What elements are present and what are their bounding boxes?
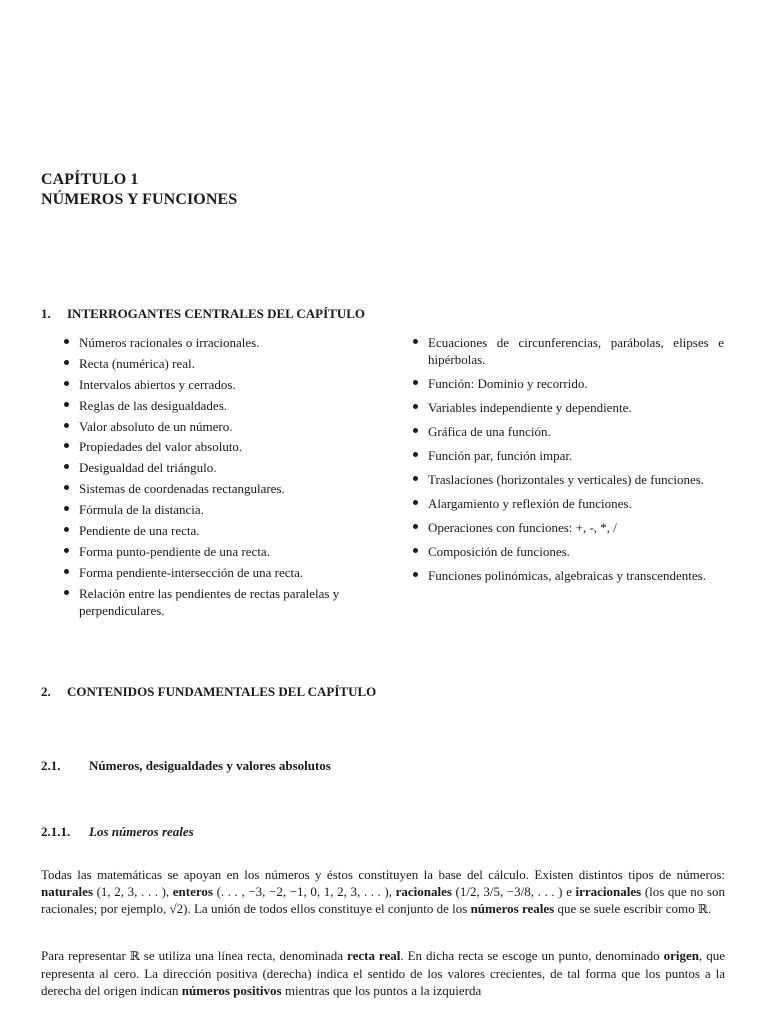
list-item-text: Números racionales o irracionales. [79, 335, 260, 350]
term-recta-real: recta real [347, 948, 401, 963]
text-run: (. . . , −3, −2, −1, 0, 1, 2, 3, . . . ), [212, 884, 396, 899]
bullet-icon [64, 527, 69, 532]
text-run: (1, 2, 3, . . . ), [93, 884, 173, 899]
list-item-text: Fórmula de la distancia. [79, 502, 204, 518]
list-item [412, 447, 724, 464]
list-item-text: Función: Dominio y recorrido. [428, 376, 588, 391]
bullet-icon [413, 380, 418, 385]
bullet-icon [413, 524, 418, 529]
term-numeros-positivos: números positivos [181, 983, 282, 998]
list-item [412, 495, 724, 512]
subsection-2-1-1-heading [41, 824, 194, 840]
bullet-icon [413, 404, 418, 409]
list-item-text: Traslaciones (horizontales y verticales) de funciones. [428, 472, 705, 487]
subsection-number: 2.1. [41, 758, 61, 773]
chapter-title: NÚMEROS Y FUNCIONES [41, 191, 238, 208]
text-run: mientras que los puntos a la izquierda [281, 983, 482, 998]
bullet-icon [64, 548, 69, 553]
bullet-icon [413, 452, 418, 457]
text-run: Todas las matemáticas se apoyan en los números y éstos constituyen la base del cálculo. Existen distintos tipos de números: [41, 867, 725, 882]
list-item [63, 585, 383, 619]
bullet-icon [413, 428, 418, 433]
list-item-text: Propiedades del valor absoluto. [79, 439, 243, 455]
list-item-text: Sistemas de coordenadas rectangulares. [79, 481, 285, 497]
list-item [412, 567, 724, 584]
subsection-2-1-heading [41, 758, 331, 774]
list-item [63, 355, 383, 372]
subsection-title: Números, desigualdades y valores absolutos [89, 758, 331, 773]
bullet-icon [413, 476, 418, 481]
text-run: . En dicha recta se escoge un punto, denominado [400, 948, 664, 963]
subsubsection-number: 2.1.1. [41, 824, 71, 839]
text-run: Para representar [41, 948, 130, 963]
list-item [63, 522, 383, 539]
bullet-icon [413, 500, 418, 505]
term-racionales: racionales [395, 884, 452, 899]
paragraph-real-numbers [41, 866, 725, 918]
list-item [412, 519, 724, 536]
bullet-icon [64, 443, 69, 448]
list-item-text: Función par, función impar. [428, 448, 573, 463]
list-item [63, 438, 383, 455]
list-item-text: Reglas de las desigualdades. [79, 397, 228, 413]
bullet-icon [64, 569, 69, 574]
list-item-text: Relación entre las pendientes de rectas paralelas y perpendiculares. [79, 585, 340, 618]
section-number: 2. [41, 684, 51, 699]
sqrt-expression: √2 [169, 901, 184, 916]
section-2-heading [41, 684, 376, 700]
list-item-text: Valor absoluto de un número. [79, 418, 233, 434]
list-item [63, 376, 383, 393]
list-item [412, 375, 724, 392]
list-item-text: Alargamiento y reflexión de funciones. [428, 496, 632, 511]
list-item-text: Intervalos abiertos y cerrados. [79, 376, 236, 392]
list-item [412, 543, 724, 560]
list-item [63, 397, 383, 414]
list-item [63, 501, 383, 518]
list-item-text: Ecuaciones de circunferencias, parábolas, elipses e hipérbolas. [428, 335, 724, 367]
bullet-icon [64, 339, 69, 344]
list-item [63, 334, 383, 351]
chapter-label: CAPÍTULO 1 [41, 171, 139, 188]
chapter-heading [41, 170, 237, 210]
bullet-icon [64, 506, 69, 511]
bullet-icon [413, 548, 418, 553]
text-run: (1/2, 3/5, −3/8, . . . ) e [451, 884, 576, 899]
list-item [412, 471, 724, 488]
list-item-text: Desigualdad del triángulo. [79, 460, 217, 476]
list-item [63, 459, 383, 476]
term-origen: origen [663, 948, 699, 963]
section-title: INTERROGANTES CENTRALES DEL CAPÍTULO [67, 306, 365, 321]
term-naturales: naturales [41, 884, 93, 899]
reals-symbol: ℝ [697, 902, 708, 916]
text-run: (los que no son racionales; por ejemplo, [41, 884, 725, 916]
term-irracionales: irracionales [575, 884, 642, 899]
bullet-icon [64, 464, 69, 469]
text-run: se utiliza una línea recta, denominada [139, 948, 348, 963]
paragraph-real-line [41, 947, 725, 999]
section-number: 1. [41, 306, 51, 321]
text-run: ). La unión de todos ellos constituye el conjunto de los [183, 901, 471, 916]
list-item-text: Operaciones con funciones: +, -, *, / [428, 520, 617, 535]
reals-symbol: ℝ [129, 949, 140, 963]
bullet-icon [64, 590, 69, 595]
list-item [63, 564, 383, 581]
left-bullet-list [63, 334, 383, 623]
term-numeros-reales: números reales [470, 901, 555, 916]
list-item-text: Gráfica de una función. [428, 424, 551, 439]
bullet-icon [64, 423, 69, 428]
text-run: que se suele escribir como [554, 901, 698, 916]
bullet-icon [413, 572, 418, 577]
text-run: , que representa al cero. La dirección positiva (derecha) indica el sentido de los valores crecientes, de tal forma que los puntos a la derecha del origen indican [41, 948, 726, 998]
list-item-text: Forma pendiente-intersección de una recta. [79, 564, 304, 580]
list-item-text: Recta (numérica) real. [79, 355, 195, 371]
list-item [63, 418, 383, 435]
section-title: CONTENIDOS FUNDAMENTALES DEL CAPÍTULO [67, 684, 377, 699]
bullet-icon [413, 339, 418, 344]
subsubsection-title: Los números reales [89, 824, 194, 839]
section-1-heading [41, 306, 365, 322]
list-item [412, 399, 724, 416]
bullet-icon [64, 402, 69, 407]
list-item-text: Funciones polinómicas, algebraicas y transcendentes. [428, 568, 706, 583]
bullet-icon [64, 485, 69, 490]
list-item-text: Pendiente de una recta. [79, 523, 200, 539]
list-item [412, 423, 724, 440]
list-item [63, 543, 383, 560]
list-item [412, 334, 724, 368]
bullet-icon [64, 381, 69, 386]
right-bullet-list [412, 334, 724, 591]
bullet-icon [64, 360, 69, 365]
text-run: . [707, 901, 712, 916]
list-item-text: Composición de funciones. [428, 544, 570, 559]
term-enteros: enteros [172, 884, 213, 899]
list-item-text: Forma punto-pendiente de una recta. [79, 543, 270, 559]
list-item-text: Variables independiente y dependiente. [428, 400, 632, 415]
list-item [63, 480, 383, 497]
